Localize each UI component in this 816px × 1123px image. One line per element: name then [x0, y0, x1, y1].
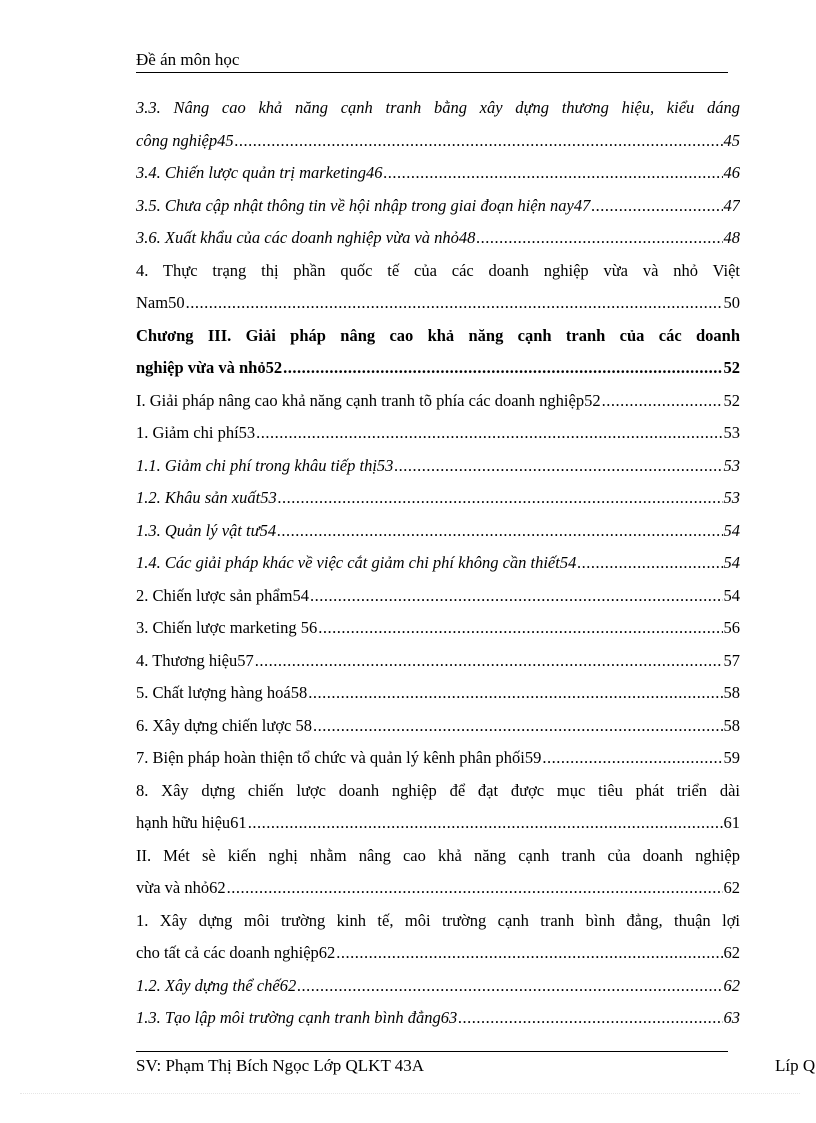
toc-entry-title: 6. Xây dựng chiến lược 58 — [136, 715, 312, 735]
toc-entry[interactable] — [136, 710, 740, 743]
toc-entry[interactable] — [136, 287, 740, 320]
toc-page-number: 54 — [723, 553, 740, 572]
toc-entry-title: Chương III. Giải pháp nâng cao khả năng cạnh tranh của các doanh — [136, 325, 740, 345]
toc-entry-title: 7. Biện pháp hoàn thiện tổ chức và quản lý kênh phân phối59 — [136, 748, 542, 767]
toc-entry[interactable] — [136, 320, 740, 353]
toc-entry-title: cho tất cả các doanh nghiệp62 — [136, 943, 336, 962]
toc-leader-dots — [235, 125, 723, 157]
toc-page-number: 57 — [723, 650, 740, 670]
toc-entry[interactable] — [136, 872, 740, 905]
toc-entry-title: 1. Xây dựng môi trường kinh tế, môi trường cạnh tranh bình đẳng, thuận lợi — [136, 910, 740, 930]
toc-entry[interactable] — [136, 352, 740, 385]
toc-leader-dots — [542, 742, 722, 774]
toc-entry-title: II. Mét sè kiến nghị nhằm nâng cao khả năng cạnh tranh của doanh nghiệp — [136, 845, 740, 865]
toc-entry-title: 1.2. Khâu sản xuất53 — [136, 488, 277, 507]
toc-entry[interactable] — [136, 255, 740, 288]
toc-entry[interactable] — [136, 840, 740, 873]
toc-leader-dots — [602, 385, 723, 417]
toc-entry[interactable] — [136, 547, 740, 580]
toc-leader-dots — [476, 222, 722, 254]
toc-entry[interactable] — [136, 775, 740, 808]
toc-leader-dots — [283, 352, 722, 384]
toc-leader-dots — [336, 937, 722, 969]
toc-entry-title: 1.4. Các giải pháp khác về việc cắt giảm chi phí không cần thiết54 — [136, 553, 577, 572]
toc-entry-title: I. Giải pháp nâng cao khả năng cạnh tranh tõ phía các doanh nghiệp52 — [136, 390, 601, 410]
toc-entry-title: 3.3. Nâng cao khả năng cạnh tranh bằng xây dựng thương hiệu, kiểu dáng — [136, 98, 740, 117]
toc-page-number: 45 — [723, 130, 740, 150]
toc-leader-dots — [297, 970, 722, 1002]
toc-leader-dots — [310, 580, 722, 612]
toc-page-number: 54 — [723, 520, 740, 540]
toc-page-number: 58 — [723, 683, 740, 702]
toc-entry[interactable] — [136, 1002, 740, 1035]
toc-page-number: 56 — [723, 618, 740, 637]
footer-student-info: SV: Phạm Thị Bích Ngọc Lớp QLKT 43A — [136, 1056, 425, 1075]
toc-entry-title: 2. Chiến lược sản phẩm54 — [136, 585, 310, 605]
toc-leader-dots — [313, 710, 723, 742]
toc-entry-title: vừa và nhỏ62 — [136, 878, 226, 897]
toc-leader-dots — [394, 450, 722, 482]
toc-leader-dots — [384, 157, 723, 189]
toc-entry[interactable] — [136, 905, 740, 938]
toc-entry-title: 1.3. Quản lý vật tư54 — [136, 520, 277, 540]
toc-page-number: 48 — [723, 228, 740, 247]
toc-entry-title: 1. Giảm chi phí53 — [136, 423, 256, 442]
toc-page-number: 62 — [723, 878, 740, 897]
toc-entry[interactable] — [136, 222, 740, 255]
toc-entry-title: nghiệp vừa và nhỏ52 — [136, 358, 283, 377]
toc-page-number: 52 — [723, 390, 740, 410]
toc-entry-title: 1.3. Tạo lập môi trường cạnh tranh bình đẳng63 — [136, 1008, 458, 1027]
toc-entry-title: 4. Thương hiệu57 — [136, 650, 254, 670]
toc-leader-dots — [278, 482, 723, 514]
toc-page-number: 62 — [723, 975, 740, 995]
toc-page-number: 53 — [723, 423, 740, 442]
toc-entry-title: 8. Xây dựng chiến lược doanh nghiệp để đạt được mục tiêu phát triển dài — [136, 780, 740, 800]
toc-entry-title: 3.4. Chiến lược quản trị marketing46 — [136, 163, 383, 182]
header-title: Đề án môn học — [136, 50, 240, 69]
toc-entry-title: 1.2. Xây dựng thể chế62 — [136, 975, 297, 995]
table-of-contents — [136, 92, 740, 1035]
toc-entry[interactable] — [136, 190, 740, 223]
toc-leader-dots — [227, 872, 723, 904]
toc-entry[interactable] — [136, 92, 740, 125]
toc-page-number: 59 — [723, 748, 740, 767]
toc-entry-title: hạnh hữu hiệu61 — [136, 813, 247, 832]
toc-leader-dots — [186, 287, 723, 319]
toc-entry-title: Nam50 — [136, 293, 185, 312]
toc-entry[interactable] — [136, 742, 740, 775]
toc-page-number: 58 — [723, 715, 740, 735]
toc-leader-dots — [577, 547, 722, 579]
toc-leader-dots — [248, 807, 723, 839]
toc-leader-dots — [591, 190, 722, 222]
toc-entry[interactable] — [136, 612, 740, 645]
toc-entry[interactable] — [136, 970, 740, 1003]
toc-entry-title: 3.6. Xuất khẩu của các doanh nghiệp vừa và nhỏ48 — [136, 228, 476, 247]
toc-page-number: 61 — [723, 813, 740, 832]
toc-entry[interactable] — [136, 417, 740, 450]
toc-entry-title: 5. Chất lượng hàng hoá58 — [136, 683, 308, 702]
toc-leader-dots — [255, 645, 723, 677]
toc-entry[interactable] — [136, 937, 740, 970]
toc-entry-title: công nghiệp45 — [136, 130, 234, 150]
toc-page-number: 50 — [723, 293, 740, 312]
toc-entry-title: 3. Chiến lược marketing 56 — [136, 618, 318, 637]
toc-entry[interactable] — [136, 450, 740, 483]
toc-entry[interactable] — [136, 645, 740, 678]
toc-entry[interactable] — [136, 807, 740, 840]
toc-page-number: 63 — [723, 1008, 740, 1027]
toc-entry[interactable] — [136, 125, 740, 158]
toc-entry[interactable] — [136, 515, 740, 548]
toc-entry[interactable] — [136, 385, 740, 418]
page-bottom-edge — [20, 1093, 800, 1094]
toc-entry[interactable] — [136, 677, 740, 710]
toc-entry-title: 4. Thực trạng thị phần quốc tế của các doanh nghiệp vừa và nhỏ Việt — [136, 260, 740, 280]
toc-page-number: 53 — [723, 455, 740, 475]
toc-entry[interactable] — [136, 580, 740, 613]
toc-leader-dots — [277, 515, 722, 547]
toc-page-number: 53 — [723, 488, 740, 507]
toc-leader-dots — [318, 612, 722, 644]
toc-page-number: 46 — [723, 163, 740, 182]
toc-entry[interactable] — [136, 482, 740, 515]
footer-divider — [136, 1051, 728, 1052]
toc-entry-title: 3.5. Chưa cập nhật thông tin về hội nhập trong giai đoạn hiện nay47 — [136, 195, 591, 215]
footer-class-label: Líp Q — [775, 1056, 816, 1075]
toc-page-number: 62 — [723, 943, 740, 962]
toc-leader-dots — [308, 677, 722, 709]
toc-leader-dots — [458, 1002, 722, 1034]
page-header — [136, 50, 728, 73]
toc-page-number: 47 — [723, 195, 740, 215]
toc-page-number: 52 — [723, 358, 740, 377]
toc-leader-dots — [256, 417, 722, 449]
toc-entry-title: 1.1. Giảm chi phí trong khâu tiếp thị53 — [136, 455, 394, 475]
toc-page-number: 54 — [723, 585, 740, 605]
toc-entry[interactable] — [136, 157, 740, 190]
